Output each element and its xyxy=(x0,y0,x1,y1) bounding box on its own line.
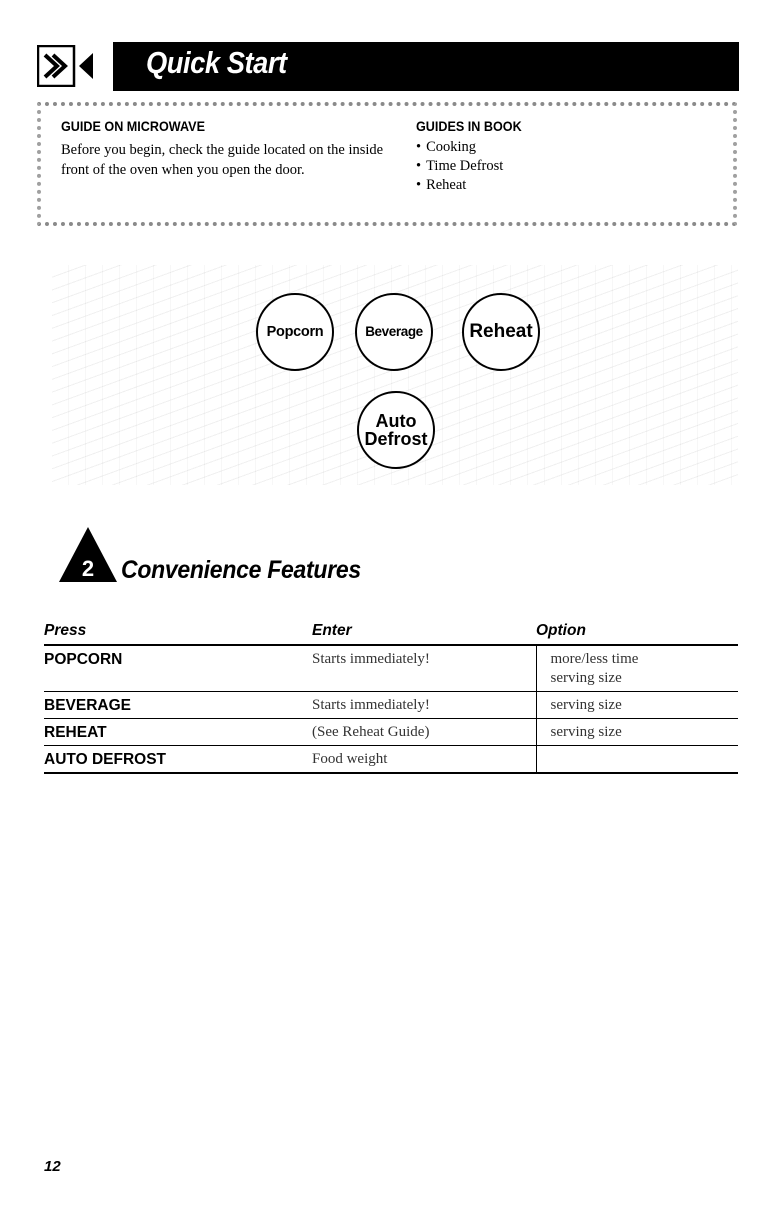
auto-defrost-line2: Defrost xyxy=(364,429,428,449)
guide-right-heading: GUIDES IN BOOK xyxy=(416,118,522,134)
cell-enter: Starts immediately! xyxy=(312,651,430,667)
auto-defrost-key xyxy=(357,391,435,469)
reheat-key-label: Reheat xyxy=(469,321,533,343)
features-table xyxy=(44,620,738,774)
cell-enter: Food weight xyxy=(312,751,388,767)
keypad-panel xyxy=(52,265,738,485)
cell-option xyxy=(536,746,738,774)
guide-list-item: • Cooking xyxy=(416,138,533,157)
page-title: Quick Start xyxy=(146,45,287,80)
beverage-key xyxy=(355,293,433,371)
reheat-key xyxy=(462,293,540,371)
col-option: Option xyxy=(536,622,586,639)
popcorn-key xyxy=(256,293,334,371)
cell-press: REHEAT xyxy=(44,724,107,741)
table-row xyxy=(44,719,738,746)
page-number: 12 xyxy=(44,1158,61,1175)
option-line: serving size xyxy=(550,670,622,686)
guide-list xyxy=(416,138,533,195)
guide-list-item: • Reheat xyxy=(416,176,533,195)
section-number: 2 xyxy=(81,556,95,581)
col-enter: Enter xyxy=(312,622,352,639)
header-bar xyxy=(113,42,739,91)
table-row xyxy=(44,645,738,692)
col-press: Press xyxy=(44,622,87,639)
warning-triangle-icon xyxy=(58,526,118,583)
table-row xyxy=(44,746,738,774)
table-row xyxy=(44,692,738,719)
section-title: Convenience Features xyxy=(121,556,361,584)
cell-press: BEVERAGE xyxy=(44,697,131,714)
guides-in-book xyxy=(416,118,533,195)
cell-option: serving size xyxy=(536,692,738,719)
cell-press: POPCORN xyxy=(44,651,123,668)
guide-on-microwave xyxy=(61,118,391,180)
guide-box xyxy=(37,102,737,226)
cell-enter: (See Reheat Guide) xyxy=(312,724,430,740)
cell-press: AUTO DEFROST xyxy=(44,751,166,768)
popcorn-key-label: Popcorn xyxy=(266,323,324,340)
table-header-row xyxy=(44,620,738,645)
guide-list-item: • Time Defrost xyxy=(416,157,533,176)
auto-defrost-line1: Auto xyxy=(375,410,417,431)
option-line: more/less time xyxy=(550,651,639,667)
cell-enter: Starts immediately! xyxy=(312,697,430,713)
beverage-key-label: Beverage xyxy=(365,324,423,340)
guide-left-text: Before you begin, check the guide located on the inside front of the oven when you open the door. xyxy=(61,142,384,178)
auto-defrost-key-label xyxy=(364,412,427,449)
arrow-pointer-icon xyxy=(37,45,95,87)
cell-option xyxy=(536,645,738,692)
cell-option: serving size xyxy=(536,719,738,746)
guide-left-heading: GUIDE ON MICROWAVE xyxy=(61,118,205,134)
